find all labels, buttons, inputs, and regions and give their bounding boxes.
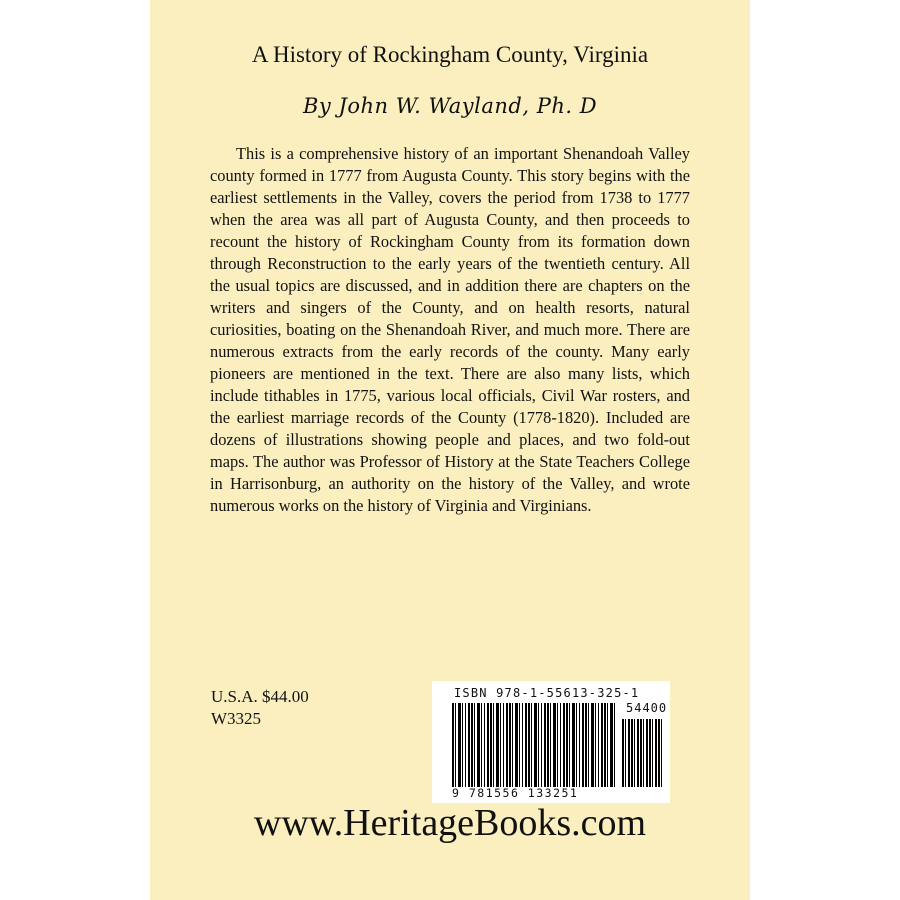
isbn-barcode <box>432 681 670 803</box>
isbn-label: ISBN 978-1-55613-325-1 <box>454 686 640 700</box>
price-label: U.S.A. $44.00 <box>211 687 309 706</box>
book-author: By John W. Wayland, Ph. D <box>302 94 598 118</box>
product-code: W3325 <box>211 709 262 728</box>
barcode-number: 9 781556 133251 <box>452 786 579 800</box>
publisher-website: www.HeritageBooks.com <box>253 802 647 844</box>
addon-barcode-icon <box>622 719 662 787</box>
book-description: This is a comprehensive history of an important Shenandoah Valley county formed in 1777 from Augusta County. This story begins with the earliest settlements in the Valley, covers the period from 1738 to 1777 when the area was all part of Augusta County, and then proceeds to recount the history of Rockingham County from its formation down through Reconstruction to the early years of the twentieth century. All the usual topics are discussed, and in addition there are chapters on the writers and singers of the County, and on health resorts, natural curiosities, boating on the Shenandoah River, and much more. There are numerous extracts from the early records of the county. Many early pioneers are mentioned in the text. There are also many lists, which include tithables in 1775, various local officials, Civil War rosters, and the earliest marriage records of the County (1778-1820). Included are dozens of illustrations showing people and places, and two fold-out maps. The author was Professor of History at the State Teachers College in Harrisonburg, an authority on the history of the Valley, and wrote numerous works on the history of Virginia and Virginians. <box>210 144 690 515</box>
price-block <box>211 686 309 730</box>
book-back-cover <box>150 0 750 900</box>
barcode-addon-number: 54400 <box>626 701 668 715</box>
barcode-icon <box>452 703 616 787</box>
book-title: A History of Rockingham County, Virginia <box>251 42 649 67</box>
